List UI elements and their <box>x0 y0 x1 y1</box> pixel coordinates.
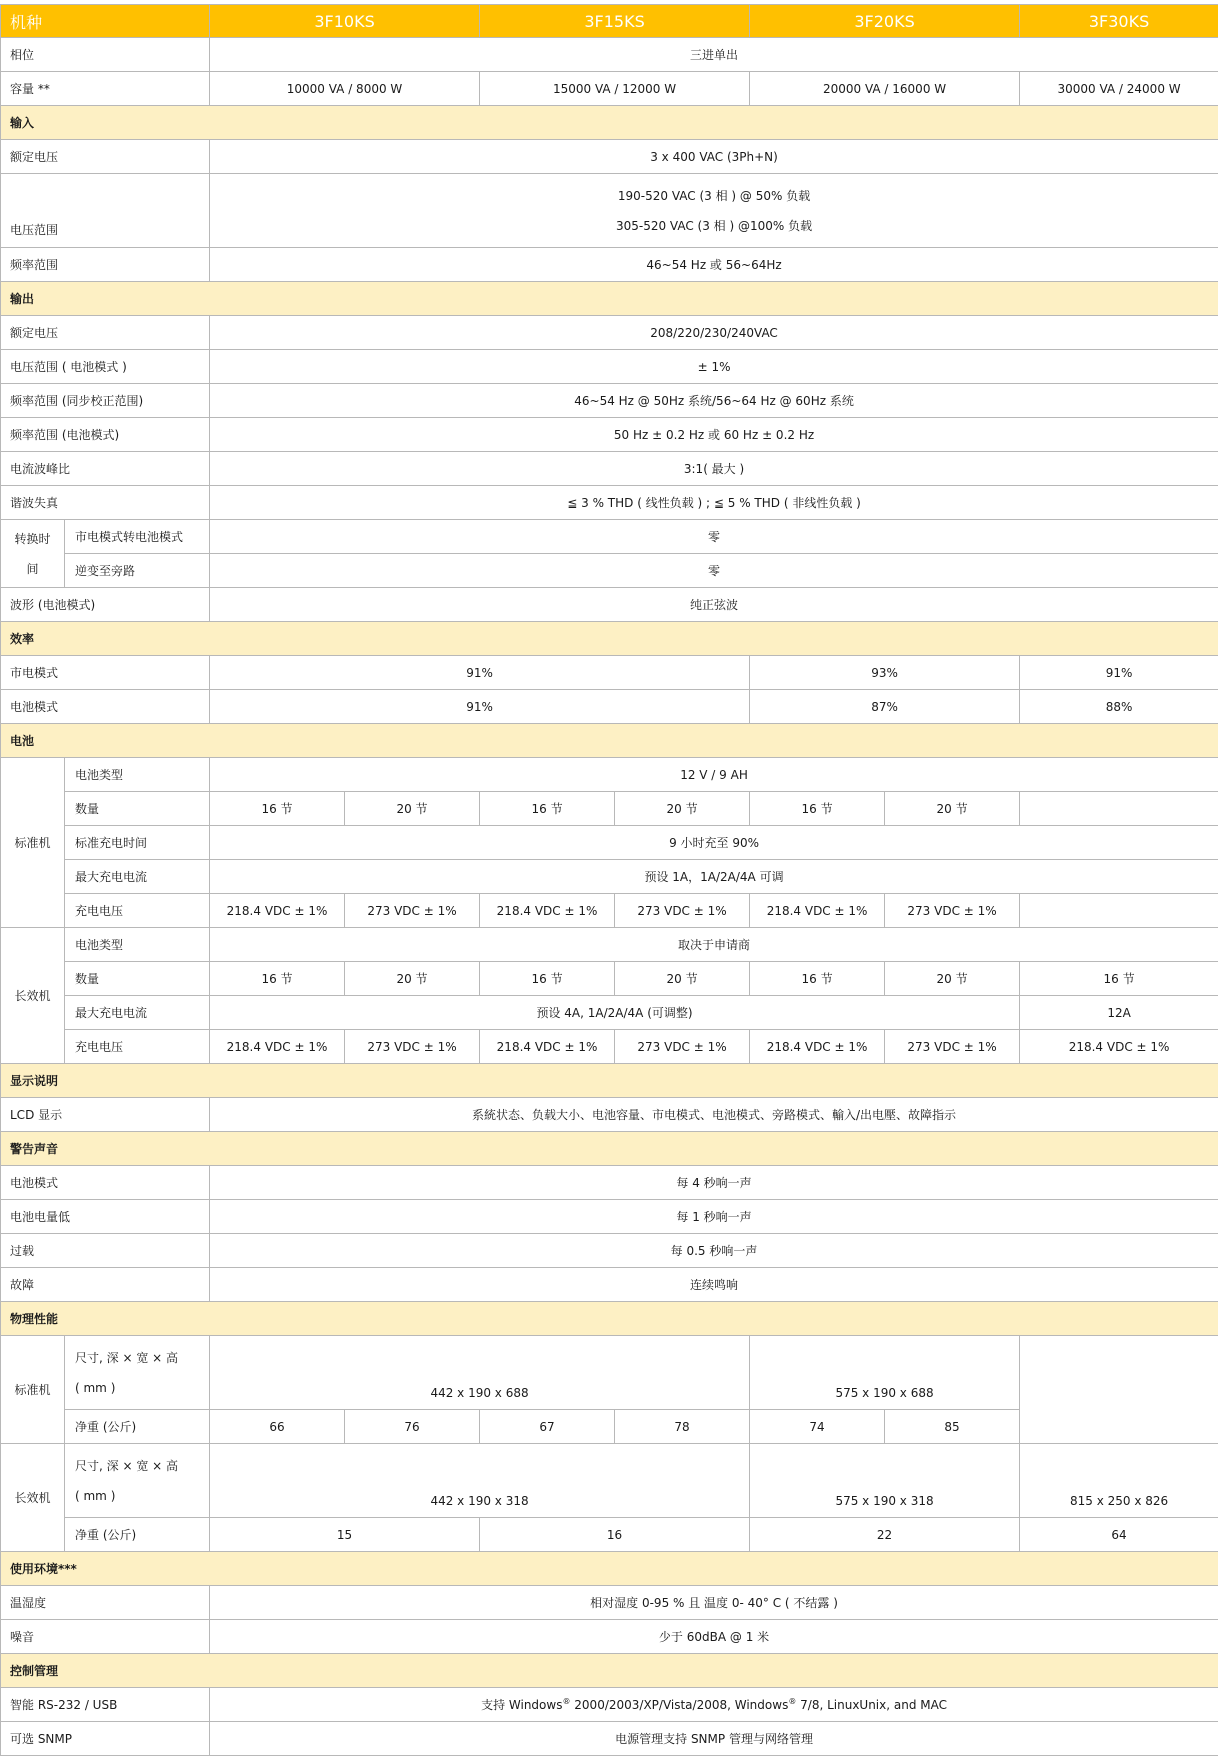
row-label: 过载 <box>1 1234 210 1268</box>
row-snmp <box>1 1722 1218 1756</box>
cell: 16 <box>480 1518 750 1552</box>
cell: 575 x 190 x 688 <box>750 1336 1020 1410</box>
cell: 10000 VA / 8000 W <box>210 72 480 106</box>
section-title: 效率 <box>1 622 1218 656</box>
transfer-label-a: 转换时 <box>14 531 51 546</box>
row-label: 谐波失真 <box>1 486 210 520</box>
row-label: 频率范围 (电池模式) <box>1 418 210 452</box>
row-std-max-current <box>1 860 1218 894</box>
row-waveform <box>1 588 1218 622</box>
section-management <box>1 1654 1218 1688</box>
row-lcd <box>1 1098 1218 1132</box>
row-value: ± 1% <box>210 350 1218 384</box>
row-value: 预设 4A, 1A/2A/4A (可调整) <box>210 996 1020 1030</box>
cell: 91% <box>1020 656 1218 690</box>
row-noise <box>1 1620 1218 1654</box>
row-label: 电池类型 <box>65 758 210 792</box>
row-output-crest <box>1 452 1218 486</box>
cell: 88% <box>1020 690 1218 724</box>
cell: 16 节 <box>210 962 345 996</box>
row-label: 电池电量低 <box>1 1200 210 1234</box>
row-label: 净重 (公斤) <box>65 1518 210 1552</box>
cell: 30000 VA / 24000 W <box>1020 72 1218 106</box>
dim-label-b: ( mm ) <box>75 1488 116 1503</box>
row-humidity <box>1 1586 1218 1620</box>
row-value: 12 V / 9 AH <box>210 758 1218 792</box>
section-display <box>1 1064 1218 1098</box>
row-std-batt-type <box>1 758 1218 792</box>
row-output-rated-voltage <box>1 316 1218 350</box>
row-output-voltage-range <box>1 350 1218 384</box>
row-label: 频率范围 (同步校正范围) <box>1 384 210 418</box>
row-label: 电流波峰比 <box>1 452 210 486</box>
cell: 16 节 <box>1020 962 1218 996</box>
voltage-range-line-1: 190-520 VAC (3 相 ) @ 50% 负载 <box>617 188 811 203</box>
row-label: 电池模式 <box>1 690 210 724</box>
cell: 20000 VA / 16000 W <box>750 72 1020 106</box>
row-value: 零 <box>210 520 1218 554</box>
row-value <box>210 174 1218 248</box>
row-label: 数量 <box>65 962 210 996</box>
row-label: 额定电压 <box>1 140 210 174</box>
cell: 442 x 190 x 688 <box>210 1336 750 1410</box>
cell: 91% <box>210 690 750 724</box>
row-label: 标准充电时间 <box>65 826 210 860</box>
row-transfer-inv-bypass <box>1 554 1218 588</box>
row-long-dims <box>1 1444 1218 1518</box>
cell: 16 节 <box>750 792 885 826</box>
cell: 218.4 VDC ± 1% <box>750 1030 885 1064</box>
cell: 815 x 250 x 826 <box>1020 1444 1218 1518</box>
row-value: 连续鸣响 <box>210 1268 1218 1302</box>
row-label: 额定电压 <box>1 316 210 350</box>
cell: 273 VDC ± 1% <box>615 894 750 928</box>
row-alarm-fault <box>1 1268 1218 1302</box>
section-environment <box>1 1552 1218 1586</box>
row-long-max-current <box>1 996 1218 1030</box>
cell: 273 VDC ± 1% <box>345 1030 480 1064</box>
transfer-time-group <box>1 520 65 588</box>
dim-label-b: ( mm ) <box>75 1380 116 1395</box>
section-title: 电池 <box>1 724 1218 758</box>
row-value: 预设 1A，1A/2A/4A 可调 <box>210 860 1218 894</box>
row-output-thd <box>1 486 1218 520</box>
registered-mark: ® <box>562 1697 571 1706</box>
row-phase <box>1 38 1218 72</box>
row-label: 频率范围 <box>1 248 210 282</box>
row-long-weight <box>1 1518 1218 1552</box>
cell: 15 <box>210 1518 480 1552</box>
cell: 22 <box>750 1518 1020 1552</box>
row-label: 可选 SNMP <box>1 1722 210 1756</box>
model-3f15ks: 3F15KS <box>480 5 750 38</box>
model-3f20ks: 3F20KS <box>750 5 1020 38</box>
row-value: 电源管理支持 SNMP 管理与网络管理 <box>210 1722 1218 1756</box>
registered-mark: ® <box>788 1697 797 1706</box>
row-output-freq-batt <box>1 418 1218 452</box>
cell: 218.4 VDC ± 1% <box>480 894 615 928</box>
row-value: 少于 60dBA @ 1 米 <box>210 1620 1218 1654</box>
cell: 67 <box>480 1410 615 1444</box>
long-group-label: 长效机 <box>1 928 65 1064</box>
cell: 20 节 <box>885 792 1020 826</box>
cell: 64 <box>1020 1518 1218 1552</box>
dim-label-a: 尺寸, 深 × 宽 × 高 <box>75 1350 178 1365</box>
cell: 16 节 <box>480 792 615 826</box>
row-value: 每 1 秒响一声 <box>210 1200 1218 1234</box>
row-label: 充电电压 <box>65 894 210 928</box>
smart-text-3: 7/8, LinuxUnix, and MAC <box>796 1698 947 1712</box>
row-value: 每 4 秒响一声 <box>210 1166 1218 1200</box>
spec-table <box>0 4 1218 1756</box>
row-value: 50 Hz ± 0.2 Hz 或 60 Hz ± 0.2 Hz <box>210 418 1218 452</box>
smart-text-2: 2000/2003/XP/Vista/2008, Windows <box>570 1698 789 1712</box>
row-value: 每 0.5 秒响一声 <box>210 1234 1218 1268</box>
row-std-charge-voltage <box>1 894 1218 928</box>
section-title: 输出 <box>1 282 1218 316</box>
row-eff-ac <box>1 656 1218 690</box>
row-transfer-ac-batt <box>1 520 1218 554</box>
cell: 78 <box>615 1410 750 1444</box>
cell: 15000 VA / 12000 W <box>480 72 750 106</box>
row-label: 电压范围 ( 电池模式 ) <box>1 350 210 384</box>
row-value: 相对湿度 0-95 % 且 温度 0- 40° C ( 不结露 ) <box>210 1586 1218 1620</box>
cell: 91% <box>210 656 750 690</box>
row-input-freq-range <box>1 248 1218 282</box>
cell: 218.4 VDC ± 1% <box>1020 1030 1218 1064</box>
cell: 20 节 <box>885 962 1020 996</box>
cell: 273 VDC ± 1% <box>885 894 1020 928</box>
dim-label-a: 尺寸, 深 × 宽 × 高 <box>75 1458 178 1473</box>
row-smart-port <box>1 1688 1218 1722</box>
row-alarm-low <box>1 1200 1218 1234</box>
row-value: ≦ 3 % THD ( 线性负载 ) ; ≦ 5 % THD ( 非线性负载 ) <box>210 486 1218 520</box>
row-value: 系統状态、负载大小、电池容量、市电模式、电池模式、旁路模式、輸入/出电壓、故障指示 <box>210 1098 1218 1132</box>
section-title: 警告声音 <box>1 1132 1218 1166</box>
row-value: 零 <box>210 554 1218 588</box>
cell: 85 <box>885 1410 1020 1444</box>
smart-text-1: 支持 Windows <box>481 1698 563 1712</box>
row-input-voltage-range <box>1 174 1218 248</box>
section-output <box>1 282 1218 316</box>
row-value: 三进单出 <box>210 38 1218 72</box>
row-label: 净重 (公斤) <box>65 1410 210 1444</box>
cell: 16 节 <box>480 962 615 996</box>
row-label: LCD 显示 <box>1 1098 210 1132</box>
row-std-qty <box>1 792 1218 826</box>
model-header-label: 机种 <box>1 5 210 38</box>
row-std-dims <box>1 1336 1218 1410</box>
cell: 273 VDC ± 1% <box>345 894 480 928</box>
row-long-qty <box>1 962 1218 996</box>
row-label: 温湿度 <box>1 1586 210 1620</box>
cell: 218.4 VDC ± 1% <box>210 894 345 928</box>
physical-standard-group: 标准机 <box>1 1336 65 1444</box>
row-long-batt-type <box>1 928 1218 962</box>
section-input <box>1 106 1218 140</box>
cell: 16 节 <box>750 962 885 996</box>
row-label: 故障 <box>1 1268 210 1302</box>
section-title: 使用环境*** <box>1 1552 1218 1586</box>
row-label: 最大充电电流 <box>65 860 210 894</box>
row-alarm-overload <box>1 1234 1218 1268</box>
row-label: 数量 <box>65 792 210 826</box>
cell: 93% <box>750 656 1020 690</box>
section-battery <box>1 724 1218 758</box>
standard-group-label: 标准机 <box>1 758 65 928</box>
cell: 273 VDC ± 1% <box>885 1030 1020 1064</box>
cell <box>1020 792 1218 826</box>
row-value: 3 x 400 VAC (3Ph+N) <box>210 140 1218 174</box>
row-label: 逆变至旁路 <box>65 554 210 588</box>
row-value <box>210 1688 1218 1722</box>
cell: 20 节 <box>345 962 480 996</box>
row-label: 最大充电电流 <box>65 996 210 1030</box>
row-input-rated-voltage <box>1 140 1218 174</box>
cell <box>1020 1336 1218 1444</box>
row-long-charge-voltage <box>1 1030 1218 1064</box>
row-value: 取决于申请商 <box>210 928 1218 962</box>
cell: 12A <box>1020 996 1218 1030</box>
cell: 16 节 <box>210 792 345 826</box>
row-value: 9 小时充至 90% <box>210 826 1218 860</box>
cell: 218.4 VDC ± 1% <box>750 894 885 928</box>
model-3f30ks: 3F30KS <box>1020 5 1218 38</box>
row-value: 46~54 Hz 或 56~64Hz <box>210 248 1218 282</box>
row-label: 市电模式 <box>1 656 210 690</box>
row-label: 噪音 <box>1 1620 210 1654</box>
cell: 218.4 VDC ± 1% <box>480 1030 615 1064</box>
cell: 20 节 <box>615 792 750 826</box>
row-label: 市电模式转电池模式 <box>65 520 210 554</box>
row-value: 46~54 Hz @ 50Hz 系统/56~64 Hz @ 60Hz 系统 <box>210 384 1218 418</box>
row-alarm-battery <box>1 1166 1218 1200</box>
cell: 218.4 VDC ± 1% <box>210 1030 345 1064</box>
row-label: 智能 RS-232 / USB <box>1 1688 210 1722</box>
section-title: 输入 <box>1 106 1218 140</box>
cell <box>1020 894 1218 928</box>
row-eff-batt <box>1 690 1218 724</box>
row-output-freq-sync <box>1 384 1218 418</box>
section-title: 物理性能 <box>1 1302 1218 1336</box>
cell: 273 VDC ± 1% <box>615 1030 750 1064</box>
row-std-charge-time <box>1 826 1218 860</box>
row-label <box>65 1336 210 1410</box>
cell: 20 节 <box>345 792 480 826</box>
voltage-range-line-2: 305-520 VAC (3 相 ) @100% 负载 <box>615 218 813 233</box>
physical-long-group: 长效机 <box>1 1444 65 1552</box>
section-efficiency <box>1 622 1218 656</box>
row-label: 波形 (电池模式) <box>1 588 210 622</box>
cell: 74 <box>750 1410 885 1444</box>
section-physical <box>1 1302 1218 1336</box>
cell: 76 <box>345 1410 480 1444</box>
model-3f10ks: 3F10KS <box>210 5 480 38</box>
row-value: 208/220/230/240VAC <box>210 316 1218 350</box>
row-value: 纯正弦波 <box>210 588 1218 622</box>
section-title: 控制管理 <box>1 1654 1218 1688</box>
transfer-label-b: 间 <box>26 561 39 576</box>
row-label: 电池模式 <box>1 1166 210 1200</box>
cell: 66 <box>210 1410 345 1444</box>
row-capacity <box>1 72 1218 106</box>
row-label <box>65 1444 210 1518</box>
row-label: 容量 ** <box>1 72 210 106</box>
row-label: 电池类型 <box>65 928 210 962</box>
cell: 442 x 190 x 318 <box>210 1444 750 1518</box>
cell: 20 节 <box>615 962 750 996</box>
section-title: 显示说明 <box>1 1064 1218 1098</box>
row-label: 充电电压 <box>65 1030 210 1064</box>
row-label: 相位 <box>1 38 210 72</box>
row-label: 电压范围 <box>1 174 210 248</box>
cell: 575 x 190 x 318 <box>750 1444 1020 1518</box>
section-alarm <box>1 1132 1218 1166</box>
row-value: 3:1( 最大 ) <box>210 452 1218 486</box>
header-row <box>1 5 1218 38</box>
cell: 87% <box>750 690 1020 724</box>
